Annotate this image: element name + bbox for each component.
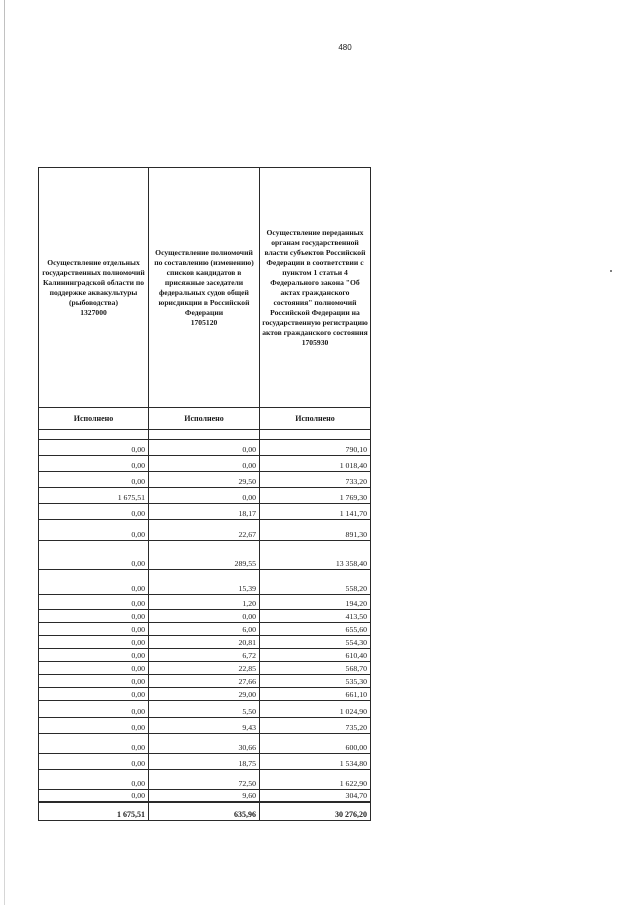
table-row	[39, 595, 371, 610]
spacer-cell	[149, 430, 260, 440]
total-cell: 30 276,20	[260, 802, 371, 821]
value-cell: 0,00	[39, 701, 149, 718]
value-cell: 0,00	[149, 488, 260, 504]
column-code: 1705930	[301, 337, 329, 347]
value-cell: 0,00	[39, 504, 149, 520]
table-row	[39, 636, 371, 649]
table-row	[39, 610, 371, 623]
column-heading-text: Осуществление переданных органам государственной власти субъектов Российской Федерации в соответствии с пунктом 1 статьи 4 Федерального закона "Об актах гражданского состояния" полномочий Российской Федерации на государственную регистрацию актов гражданского состояния	[262, 227, 368, 337]
column-code: 1327000	[80, 307, 107, 317]
scan-edge	[4, 0, 5, 905]
column-code: 1705120	[190, 317, 218, 327]
status-cell: Исполнено	[39, 408, 149, 430]
value-cell: 0,00	[39, 734, 149, 754]
value-cell: 22,85	[149, 662, 260, 675]
value-cell: 6,00	[149, 623, 260, 636]
value-cell: 20,81	[149, 636, 260, 649]
table-row	[39, 701, 371, 718]
value-cell: 0,00	[39, 636, 149, 649]
budget-execution-table	[38, 167, 371, 821]
total-cell: 635,96	[149, 802, 260, 821]
column-header-jurors	[149, 168, 260, 408]
value-cell: 0,00	[149, 440, 260, 456]
column-heading-text: Осуществление отдельных государственных полномочий Калининградской области по поддержке аквакультуры (рыбоводства)	[42, 257, 145, 307]
value-cell: 0,00	[39, 456, 149, 472]
value-cell: 558,20	[260, 570, 371, 595]
value-cell: 610,40	[260, 649, 371, 662]
value-cell: 661,10	[260, 688, 371, 701]
value-cell: 1 622,90	[260, 770, 371, 790]
value-cell: 0,00	[39, 754, 149, 770]
value-cell: 0,00	[39, 440, 149, 456]
value-cell: 535,30	[260, 675, 371, 688]
value-cell: 0,00	[39, 675, 149, 688]
value-cell: 0,00	[39, 472, 149, 488]
value-cell: 600,00	[260, 734, 371, 754]
value-cell: 1 769,30	[260, 488, 371, 504]
value-cell: 304,70	[260, 790, 371, 802]
table-row	[39, 675, 371, 688]
value-cell: 1 141,70	[260, 504, 371, 520]
status-cell: Исполнено	[260, 408, 371, 430]
value-cell: 1,20	[149, 595, 260, 610]
header-row	[39, 168, 371, 408]
table-row	[39, 570, 371, 595]
value-cell: 0,00	[39, 790, 149, 802]
value-cell: 0,00	[39, 623, 149, 636]
table-row	[39, 770, 371, 790]
value-cell: 1 024,90	[260, 701, 371, 718]
table-row	[39, 623, 371, 636]
column-header-civil-registry	[260, 168, 371, 408]
value-cell: 0,00	[149, 456, 260, 472]
value-cell: 22,67	[149, 520, 260, 541]
value-cell: 568,70	[260, 662, 371, 675]
value-cell: 790,10	[260, 440, 371, 456]
value-cell: 30,66	[149, 734, 260, 754]
value-cell: 0,00	[39, 718, 149, 734]
value-cell: 289,55	[149, 541, 260, 570]
value-cell: 72,50	[149, 770, 260, 790]
value-cell: 27,66	[149, 675, 260, 688]
table-row	[39, 541, 371, 570]
spacer-cell	[39, 430, 149, 440]
total-cell: 1 675,51	[39, 802, 149, 821]
value-cell: 9,43	[149, 718, 260, 734]
value-cell: 194,20	[260, 595, 371, 610]
value-cell: 9,60	[149, 790, 260, 802]
value-cell: 18,75	[149, 754, 260, 770]
table-row	[39, 488, 371, 504]
column-heading-text: Осуществление полномочий по составлению (изменению) списков кандидатов в присяжные заседатели федеральных судов общей юрисдикции в Российской Федерации	[154, 247, 254, 317]
value-cell: 735,20	[260, 718, 371, 734]
value-cell: 0,00	[39, 595, 149, 610]
value-cell: 15,39	[149, 570, 260, 595]
spacer-cell	[260, 430, 371, 440]
table-row	[39, 520, 371, 541]
value-cell: 891,30	[260, 520, 371, 541]
value-cell: 0,00	[39, 649, 149, 662]
value-cell: 29,00	[149, 688, 260, 701]
value-cell: 0,00	[39, 610, 149, 623]
value-cell: 0,00	[39, 541, 149, 570]
value-cell: 554,30	[260, 636, 371, 649]
table-row	[39, 718, 371, 734]
column-header-aquaculture	[39, 168, 149, 408]
value-cell: 6,72	[149, 649, 260, 662]
value-cell: 1 675,51	[39, 488, 149, 504]
value-cell: 5,50	[149, 701, 260, 718]
table-row	[39, 456, 371, 472]
value-cell: 1 018,40	[260, 456, 371, 472]
table-row	[39, 734, 371, 754]
value-cell: 655,60	[260, 623, 371, 636]
status-cell: Исполнено	[149, 408, 260, 430]
value-cell: 0,00	[39, 662, 149, 675]
table-row	[39, 440, 371, 456]
value-cell: 0,00	[39, 520, 149, 541]
status-row	[39, 408, 371, 430]
totals-row	[39, 802, 371, 821]
table-row	[39, 688, 371, 701]
value-cell: 0,00	[39, 570, 149, 595]
table-row	[39, 472, 371, 488]
value-cell: 1 534,80	[260, 754, 371, 770]
value-cell: 18,17	[149, 504, 260, 520]
scan-speck	[610, 270, 612, 272]
spacer-row	[39, 430, 371, 440]
value-cell: 13 358,40	[260, 541, 371, 570]
page-number: 480	[338, 43, 352, 52]
value-cell: 733,20	[260, 472, 371, 488]
table-row	[39, 649, 371, 662]
table-row	[39, 754, 371, 770]
table-row	[39, 504, 371, 520]
table-row	[39, 790, 371, 802]
value-cell: 29,50	[149, 472, 260, 488]
value-cell: 0,00	[39, 770, 149, 790]
value-cell: 0,00	[149, 610, 260, 623]
value-cell: 0,00	[39, 688, 149, 701]
value-cell: 413,50	[260, 610, 371, 623]
table-row	[39, 662, 371, 675]
